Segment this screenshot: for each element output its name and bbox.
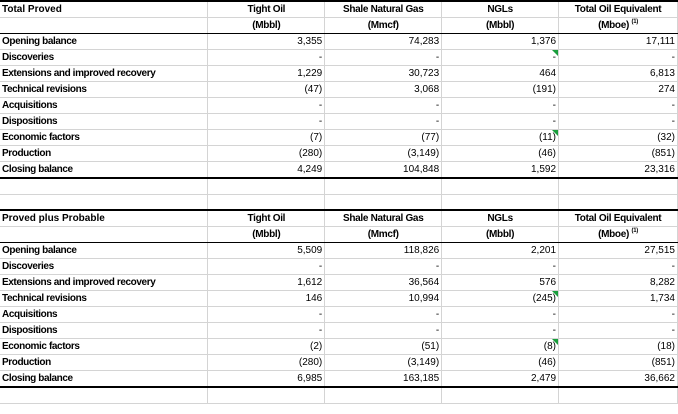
cell-tight-oil[interactable]: - (208, 307, 325, 323)
empty-cell[interactable] (325, 194, 442, 210)
cell-toe[interactable]: 6,813 (559, 66, 678, 82)
cell-shale-gas[interactable]: - (325, 259, 442, 275)
cell-tight-oil[interactable]: - (208, 114, 325, 130)
cell-toe[interactable]: (851) (559, 355, 678, 371)
cell-shale-gas[interactable]: - (325, 307, 442, 323)
table-row (0, 307, 678, 323)
empty-cell[interactable] (0, 227, 208, 243)
total-ngls[interactable]: 1,592 (442, 162, 559, 179)
cell-ngls[interactable]: - (442, 323, 559, 339)
total-toe[interactable]: 36,662 (559, 371, 678, 388)
cell-shale-gas[interactable]: 30,723 (325, 66, 442, 82)
row-label[interactable]: Extensions and improved recovery (0, 66, 208, 82)
total-ngls[interactable]: 2,479 (442, 371, 559, 388)
cell-toe[interactable]: - (559, 307, 678, 323)
empty-cell[interactable] (442, 178, 559, 194)
header-shale-gas[interactable]: Shale Natural Gas (325, 1, 442, 18)
cell-ngls[interactable]: - (442, 114, 559, 130)
unit-shale-gas[interactable]: (Mmcf) (325, 18, 442, 34)
cell-toe[interactable]: 17,111 (559, 34, 678, 50)
empty-cell[interactable] (559, 387, 678, 403)
total-tight-oil[interactable]: 6,985 (208, 371, 325, 388)
unit-tight-oil[interactable]: (Mbbl) (208, 18, 325, 34)
empty-cell[interactable] (208, 178, 325, 194)
cell-ngls[interactable]: - (442, 259, 559, 275)
row-label[interactable]: Economic factors (0, 339, 208, 355)
cell-tight-oil[interactable]: (47) (208, 82, 325, 98)
section-units-row (0, 18, 678, 34)
header-shale-gas[interactable]: Shale Natural Gas (325, 210, 442, 227)
closing-balance-row (0, 162, 678, 179)
empty-cell[interactable] (0, 178, 208, 194)
cell-toe[interactable]: 27,515 (559, 243, 678, 259)
table-row (0, 98, 678, 114)
cell-ngls[interactable]: (11) (442, 130, 559, 146)
table-row (0, 34, 678, 50)
cell-tight-oil[interactable]: - (208, 259, 325, 275)
cell-tight-oil[interactable]: 146 (208, 291, 325, 307)
total-tight-oil[interactable]: 4,249 (208, 162, 325, 179)
section-header-row (0, 1, 678, 18)
section-header-row (0, 210, 678, 227)
row-label[interactable]: Extensions and improved recovery (0, 275, 208, 291)
comment-indicator-icon[interactable] (552, 291, 558, 297)
unit-toe-label: (Mboe) (598, 229, 630, 240)
cell-toe[interactable]: - (559, 50, 678, 66)
row-label[interactable]: Dispositions (0, 114, 208, 130)
cell-shale-gas[interactable]: 36,564 (325, 275, 442, 291)
comment-indicator-icon[interactable] (552, 339, 558, 345)
cell-ngls[interactable]: - (442, 50, 559, 66)
header-tight-oil[interactable]: Tight Oil (208, 1, 325, 18)
cell-ngls[interactable]: (245) (442, 291, 559, 307)
cell-ngls[interactable]: (191) (442, 82, 559, 98)
row-label[interactable]: Technical revisions (0, 82, 208, 98)
section-title[interactable]: Proved plus Probable (0, 210, 208, 227)
cell-tight-oil[interactable]: 1,612 (208, 275, 325, 291)
cell-shale-gas[interactable]: (3,149) (325, 355, 442, 371)
cell-ngls[interactable]: 2,201 (442, 243, 559, 259)
total-shale-gas[interactable]: 104,848 (325, 162, 442, 179)
empty-cell[interactable] (559, 178, 678, 194)
table-row (0, 146, 678, 162)
table-row (0, 114, 678, 130)
section-units-row (0, 227, 678, 243)
table-row (0, 130, 678, 146)
unit-shale-gas[interactable]: (Mmcf) (325, 227, 442, 243)
empty-cell[interactable] (0, 387, 208, 403)
empty-cell[interactable] (325, 178, 442, 194)
empty-cell[interactable] (442, 194, 559, 210)
row-label[interactable]: Acquisitions (0, 307, 208, 323)
cell-shale-gas[interactable]: 74,283 (325, 34, 442, 50)
row-label[interactable]: Economic factors (0, 130, 208, 146)
table-row (0, 50, 678, 66)
cell-tight-oil[interactable]: 1,229 (208, 66, 325, 82)
cell-toe[interactable]: - (559, 323, 678, 339)
cell-toe[interactable]: 1,734 (559, 291, 678, 307)
cell-toe[interactable]: - (559, 259, 678, 275)
cell-shale-gas[interactable]: 118,826 (325, 243, 442, 259)
cell-tight-oil[interactable]: 5,509 (208, 243, 325, 259)
unit-toe-label: (Mboe) (598, 20, 630, 31)
empty-cell[interactable] (559, 194, 678, 210)
table-row (0, 291, 678, 307)
cell-tight-oil[interactable]: - (208, 98, 325, 114)
cell-tight-oil[interactable]: (7) (208, 130, 325, 146)
row-label[interactable]: Production (0, 355, 208, 371)
cell-ngls[interactable]: 1,376 (442, 34, 559, 50)
unit-total-oil-equivalent[interactable] (559, 18, 678, 34)
row-label[interactable]: Technical revisions (0, 291, 208, 307)
table-row (0, 339, 678, 355)
row-label[interactable]: Discoveries (0, 259, 208, 275)
cell-ngls[interactable]: 576 (442, 275, 559, 291)
table-row (0, 355, 678, 371)
section-title[interactable]: Total Proved (0, 1, 208, 18)
cell-tight-oil[interactable]: - (208, 50, 325, 66)
header-ngls[interactable]: NGLs (442, 210, 559, 227)
empty-row (0, 194, 678, 210)
cell-tight-oil[interactable]: 3,355 (208, 34, 325, 50)
row-label[interactable]: Closing balance (0, 371, 208, 388)
cell-shale-gas[interactable]: 3,068 (325, 82, 442, 98)
cell-shale-gas[interactable]: - (325, 98, 442, 114)
table-row (0, 259, 678, 275)
cell-ngls[interactable]: 464 (442, 66, 559, 82)
cell-shale-gas[interactable]: - (325, 50, 442, 66)
cell-toe[interactable]: - (559, 114, 678, 130)
empty-row (0, 178, 678, 194)
cell-ngls[interactable]: (46) (442, 146, 559, 162)
row-label[interactable]: Production (0, 146, 208, 162)
cell-ngls[interactable]: (8) (442, 339, 559, 355)
cell-shale-gas[interactable]: 10,994 (325, 291, 442, 307)
comment-indicator-icon[interactable] (552, 130, 558, 136)
cell-toe[interactable]: (851) (559, 146, 678, 162)
header-total-oil-equivalent[interactable]: Total Oil Equivalent (559, 1, 678, 18)
row-label[interactable]: Opening balance (0, 34, 208, 50)
unit-total-oil-equivalent[interactable] (559, 227, 678, 243)
row-label[interactable]: Dispositions (0, 323, 208, 339)
table-row (0, 243, 678, 259)
cell-shale-gas[interactable]: (77) (325, 130, 442, 146)
row-label[interactable]: Opening balance (0, 243, 208, 259)
comment-indicator-icon[interactable] (552, 50, 558, 56)
cell-shale-gas[interactable]: - (325, 114, 442, 130)
table-row (0, 66, 678, 82)
empty-row (0, 387, 678, 403)
cell-toe[interactable]: (32) (559, 130, 678, 146)
unit-ngls[interactable]: (Mbbl) (442, 18, 559, 34)
empty-cell[interactable] (208, 387, 325, 403)
cell-ngls[interactable]: - (442, 307, 559, 323)
empty-cell[interactable] (208, 194, 325, 210)
table-row (0, 275, 678, 291)
table-row (0, 323, 678, 339)
row-label[interactable]: Discoveries (0, 50, 208, 66)
header-ngls[interactable]: NGLs (442, 1, 559, 18)
header-total-oil-equivalent[interactable]: Total Oil Equivalent (559, 210, 678, 227)
footnote-marker: (1) (631, 19, 638, 25)
total-toe[interactable]: 23,316 (559, 162, 678, 179)
closing-balance-row (0, 371, 678, 388)
footnote-marker: (1) (631, 228, 638, 234)
unit-tight-oil[interactable]: (Mbbl) (208, 227, 325, 243)
total-shale-gas[interactable]: 163,185 (325, 371, 442, 388)
cell-toe[interactable]: 8,282 (559, 275, 678, 291)
row-label[interactable]: Closing balance (0, 162, 208, 179)
cell-shale-gas[interactable]: - (325, 323, 442, 339)
unit-ngls[interactable]: (Mbbl) (442, 227, 559, 243)
cell-ngls[interactable]: (46) (442, 355, 559, 371)
cell-ngls[interactable]: - (442, 98, 559, 114)
header-tight-oil[interactable]: Tight Oil (208, 210, 325, 227)
cell-shale-gas[interactable]: (3,149) (325, 146, 442, 162)
cell-toe[interactable]: 274 (559, 82, 678, 98)
table-row (0, 82, 678, 98)
row-label[interactable]: Acquisitions (0, 98, 208, 114)
cell-toe[interactable]: (18) (559, 339, 678, 355)
empty-cell[interactable] (442, 387, 559, 403)
cell-tight-oil[interactable]: (2) (208, 339, 325, 355)
empty-cell[interactable] (0, 194, 208, 210)
cell-shale-gas[interactable]: (51) (325, 339, 442, 355)
cell-tight-oil[interactable]: - (208, 323, 325, 339)
cell-tight-oil[interactable]: (280) (208, 355, 325, 371)
cell-toe[interactable]: - (559, 98, 678, 114)
empty-cell[interactable] (0, 18, 208, 34)
cell-tight-oil[interactable]: (280) (208, 146, 325, 162)
empty-cell[interactable] (325, 387, 442, 403)
